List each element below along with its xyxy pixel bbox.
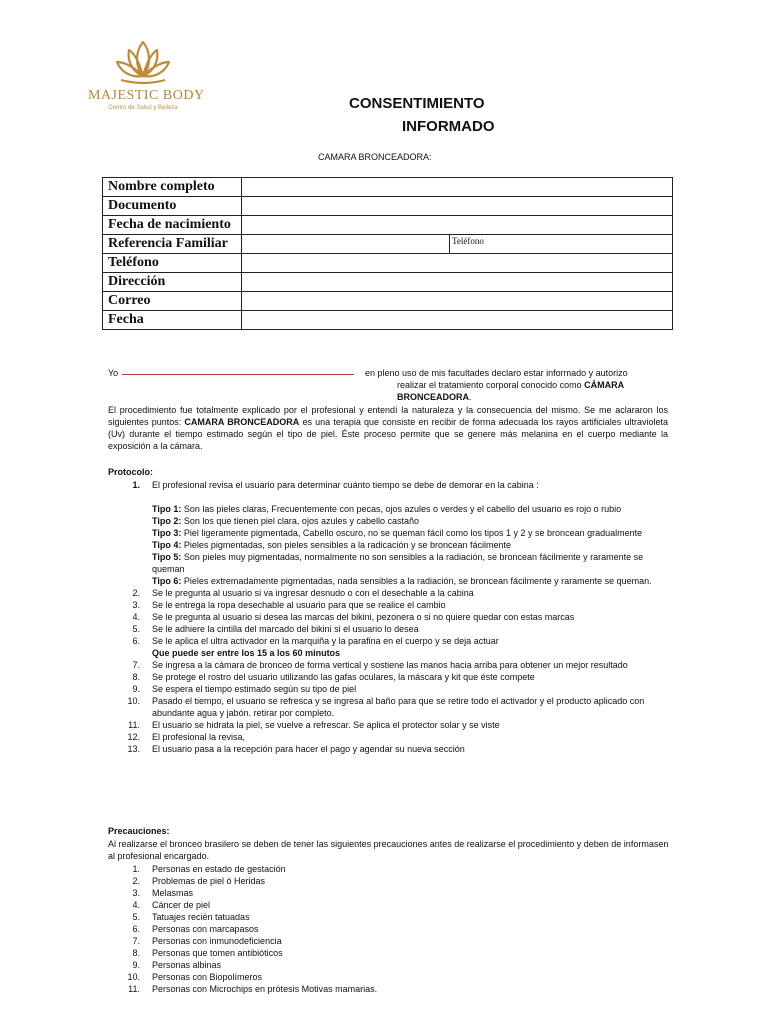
list-text: Problemas de piel ó Heridas: [152, 876, 266, 886]
skin-type-text: Son los que tienen piel clara, ojos azules y cabello castaño: [183, 516, 420, 526]
list-item: [108, 731, 674, 743]
list-item: [108, 947, 674, 959]
list-text: Cáncer de piel: [152, 900, 211, 910]
list-text: Pasado el tiempo, el usuario se refresca y se ingresa al baño para que se retire todo el activador y el producto aplicado con abundante agua y jabón. retirar por completo.: [152, 696, 645, 718]
brand-logo: [88, 38, 205, 111]
procedure-paragraph: [108, 404, 668, 452]
signature-name-line[interactable]: [122, 374, 354, 375]
list-item: [108, 959, 674, 971]
email-field[interactable]: [242, 292, 673, 311]
list-item: [108, 479, 674, 491]
field-label: Nombre completo: [103, 178, 242, 197]
skin-type-text: Son pieles muy pigmentadas, normalmente no son sensibles a la radiación, se broncean fácilmente y raramente se queman: [152, 552, 644, 574]
field-label: Dirección: [103, 273, 242, 292]
list-item: [108, 743, 674, 755]
list-number: 4.: [132, 612, 140, 622]
list-item: [108, 719, 674, 731]
skin-type-item: [108, 527, 674, 539]
list-item: [108, 971, 674, 983]
family-reference-cell: [242, 235, 673, 254]
precautions-heading: Precauciones:: [108, 826, 170, 836]
field-label: Documento: [103, 197, 242, 216]
list-item: [108, 911, 674, 923]
list-item: [108, 899, 674, 911]
list-number: 1.: [132, 480, 140, 490]
skin-type-text: Son las pieles claras, Frecuentemente con pecas, ojos azules o verdes y el cabello del usuario es rojo o rubio: [183, 504, 622, 514]
list-number: 3.: [132, 888, 140, 898]
procedure-intro: El procedimiento fue totalmente explicado por el profesional y entendí la naturaleza y la consecuencia del mismo. Se me aclararon los siguientes puntos:: [108, 405, 668, 427]
list-item: [108, 935, 674, 947]
lotus-icon: [113, 38, 173, 88]
field-label: Fecha de nacimiento: [103, 216, 242, 235]
duration-note: Que puede ser entre los 15 a los 60 minutos: [152, 648, 341, 658]
list-number: 8.: [132, 948, 140, 958]
skin-type-label: Tipo 4:: [152, 540, 182, 550]
list-text: Personas con marcapasos: [152, 924, 259, 934]
field-label: Correo: [103, 292, 242, 311]
list-number: 3.: [132, 600, 140, 610]
list-text: El profesional la revisa,: [152, 732, 246, 742]
list-text: Se protege el rostro del usuario utilizando las gafas oculares, la máscara y kit que éste compete: [152, 672, 535, 682]
list-number: 9.: [132, 960, 140, 970]
skin-type-label: Tipo 1:: [152, 504, 182, 514]
list-number: 12.: [127, 732, 140, 742]
list-text: Se le pregunta al usuario si desea las marcas del bikini, pezonera o si no quiere quedar con estas marcas: [152, 612, 575, 622]
consent-line2-text: realizar el tratamiento corporal conocido como: [397, 380, 582, 390]
brand-name: MAJESTIC BODY: [88, 88, 205, 103]
family-phone-label[interactable]: Teléfono: [452, 236, 484, 246]
list-text: Se le entrega la ropa desechable al usuario para que se realice el cambio: [152, 600, 446, 610]
list-item: [108, 863, 674, 875]
table-row: [103, 311, 673, 330]
precautions-list: [108, 863, 674, 995]
list-number: 5.: [132, 624, 140, 634]
phone-field[interactable]: [242, 254, 673, 273]
table-row: [103, 254, 673, 273]
skin-type-label: Tipo 2:: [152, 516, 182, 526]
skin-type-text: Piel ligeramente pigmentada, Cabello oscuro, no se queman fácil como los tipos 1 y 2 y se broncean gradualmente: [183, 528, 643, 538]
list-item: [108, 695, 674, 719]
protocol-heading: Protocolo:: [108, 467, 153, 477]
date-field[interactable]: [242, 311, 673, 330]
patient-info-table: [102, 177, 673, 330]
list-item: [108, 611, 674, 623]
list-text: Personas que tomen antibióticos: [152, 948, 283, 958]
page-subtitle: CAMARA BRONCEADORA:: [318, 152, 432, 162]
table-row: [103, 292, 673, 311]
skin-type-label: Tipo 3:: [152, 528, 182, 538]
list-text: Se ingresa a la cámara de bronceo de forma vertical y sostiene las manos hacia arriba para obtener un mejor resultado: [152, 660, 628, 670]
field-label: Fecha: [103, 311, 242, 330]
list-number: 6.: [132, 924, 140, 934]
skin-type-label: Tipo 6:: [152, 576, 182, 586]
consent-period: .: [469, 392, 472, 402]
skin-type-item: [108, 515, 674, 527]
list-text: El usuario se hidrata la piel, se vuelve a refrescar. Se aplica el protector solar y se viste: [152, 720, 500, 730]
page-title-line1: CONSENTIMIENTO: [349, 95, 485, 112]
list-item: [108, 887, 674, 899]
field-label: Teléfono: [103, 254, 242, 273]
table-row: [103, 197, 673, 216]
skin-type-text: Pieles extremadamente pigmentadas, nada sensibles a la radiación, se broncean fácilmente y raramente se queman.: [183, 576, 652, 586]
consent-line1: en pleno uso de mis facultades declaro estar informado y autorizo: [365, 368, 628, 378]
procedure-bold-name: CAMARA BRONCEADORA: [184, 417, 300, 427]
protocol-list: [108, 479, 674, 755]
list-item: [108, 635, 674, 647]
list-number: 2.: [132, 876, 140, 886]
table-row: [103, 178, 673, 197]
treatment-name-b: BRONCEADORA: [397, 392, 469, 402]
list-item: [108, 659, 674, 671]
list-number: 4.: [132, 900, 140, 910]
procedure-rest: es una terapia que consiste en recibir de forma adecuada los rayos artificiales ultravioleta (Uv) durante el tiempo estimado según el tipo de piel. Éste proceso permite que se genere más melanina en el cuerpo mediante la exposición a la cámara.: [108, 417, 668, 451]
list-item: [108, 923, 674, 935]
skin-type-label: Tipo 5:: [152, 552, 182, 562]
list-number: 6.: [132, 636, 140, 646]
list-item: [108, 623, 674, 635]
address-field[interactable]: [242, 273, 673, 292]
consent-line2: [397, 379, 624, 391]
list-number: 10.: [127, 972, 140, 982]
table-row: [103, 235, 673, 254]
brand-tagline: Centro de Salud y Belleza: [108, 105, 178, 111]
consent-line3: [397, 391, 472, 403]
field-label: Referencia Familiar: [103, 235, 242, 254]
list-text: Personas albinas: [152, 960, 222, 970]
list-text: Se espera el tiempo estimado según su tipo de piel: [152, 684, 357, 694]
treatment-name-a: CÁMARA: [584, 380, 625, 390]
list-text: Personas en estado de gestación: [152, 864, 286, 874]
list-number: 11.: [128, 720, 140, 730]
list-number: 2.: [132, 588, 140, 598]
list-item: [108, 671, 674, 683]
list-number: 5.: [132, 912, 140, 922]
list-text: Personas con Microchips en prótesis Motivas mamarias.: [152, 984, 378, 994]
page-title-line2: INFORMADO: [402, 118, 495, 135]
document-field[interactable]: [242, 197, 673, 216]
precautions-intro: Al realizarse el bronceo brasilero se deben de tener las siguientes precauciones antes de realizarse el procedimiento y deben de informasen al profesional encargado.: [108, 839, 669, 861]
skin-type-item: [108, 551, 674, 575]
family-reference-field[interactable]: [242, 235, 450, 253]
list-text: Personas con inmunodeficiencia: [152, 936, 282, 946]
list-item: [108, 599, 674, 611]
list-number: 11.: [128, 984, 140, 994]
consent-yo: Yo: [108, 368, 119, 378]
skin-type-item: [108, 539, 674, 551]
list-text: El profesional revisa el usuario para determinar cuánto tiempo se debe de demorar en la cabina :: [152, 480, 539, 490]
list-number: 13.: [127, 744, 140, 754]
table-row: [103, 216, 673, 235]
list-item: [108, 587, 674, 599]
skin-type-item: [108, 503, 674, 515]
skin-type-text: Pieles pigmentadas, son pieles sensibles a la radicación y se broncean fácilmente: [183, 540, 512, 550]
list-text: Tatuajes recién tatuadas: [152, 912, 250, 922]
list-number: 9.: [132, 684, 140, 694]
list-item: [108, 683, 674, 695]
list-text: El usuario pasa a la recepción para hacer el pago y agendar su nueva sección: [152, 744, 465, 754]
list-text: Se le aplica el ultra activador en la marquiña y la parafina en el cuerpo y se deja actuar: [152, 636, 499, 646]
list-number: 10.: [127, 696, 140, 706]
list-item: [108, 983, 674, 995]
birthdate-field[interactable]: [242, 216, 673, 235]
list-number: 8.: [132, 672, 140, 682]
list-text: Personas con Biopolímeros: [152, 972, 263, 982]
table-row: [103, 273, 673, 292]
list-text: Se le pregunta al usuario si va ingresar desnudo o con el desechable a la cabina: [152, 588, 474, 598]
list-text: Melasmas: [152, 888, 194, 898]
name-field[interactable]: [242, 178, 673, 197]
skin-type-item: [108, 575, 674, 587]
list-item: [108, 875, 674, 887]
list-text: Se le adhiere la cintilla del marcado del bikini si el usuario lo desea: [152, 624, 419, 634]
list-number: 7.: [132, 936, 140, 946]
list-number: 7.: [132, 660, 140, 670]
list-number: 1.: [132, 864, 140, 874]
